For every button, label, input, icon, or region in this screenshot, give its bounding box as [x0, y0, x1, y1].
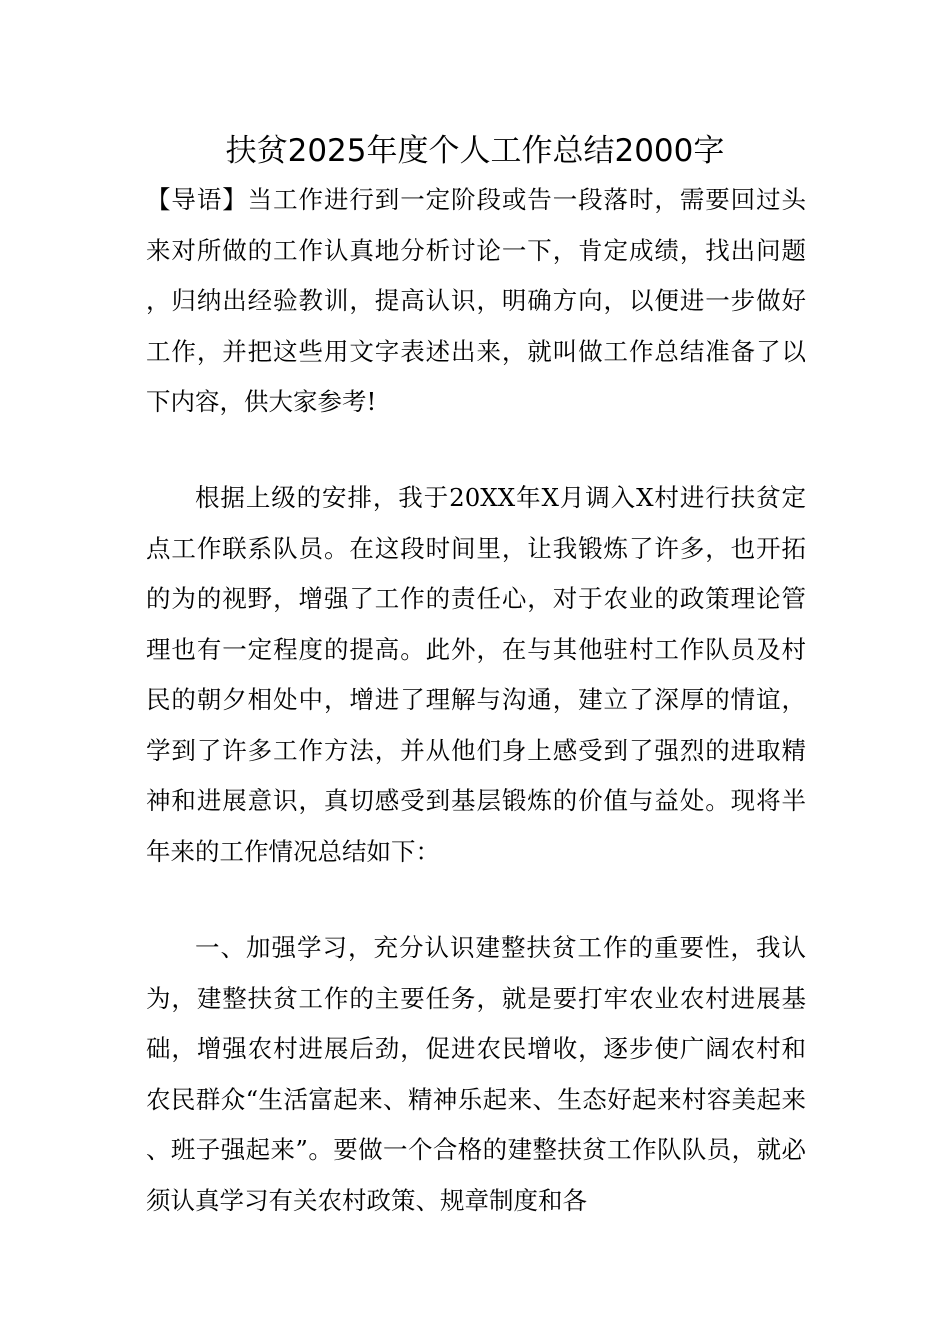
intro-paragraph: 【导语】当工作进行到一定阶段或告一段落时，需要回过头来对所做的工作认真地分析讨论一下，肯定成绩，找出问题，归纳出经验教训，提高认识，明确方向，以便进一步做好工作，并把这些用文字表述出来，就叫做工作总结准备了以下内容，供大家参考! — [146, 185, 806, 416]
document-title: 扶贫2025年度个人工作总结2000字 — [225, 133, 725, 169]
body-paragraph-2: 一、加强学习，充分认识建整扶贫工作的重要性，我认为，建整扶贫工作的主要任务，就是要打牢农业农村进展基础，增强农村进展后劲，促进农民增收，逐步使广阔农村和农民群众“生活富起来、精神乐起来、生态好起来村容美起来、班子强起来”。要做一个合格的建整扶贫工作队队员，就必须认真学习有关农村政策、规章制度和各 — [146, 933, 806, 1215]
body-paragraph-1: 根据上级的安排，我于20XX年X月调入X村进行扶贫定点工作联系队员。在这段时间里，让我锻炼了许多，也开拓的为的视野，增强了工作的责任心，对于农业的政策理论管理也有一定程度的提高。此外，在与其他驻村工作队员及村民的朝夕相处中，增进了理解与沟通，建立了深厚的情谊，学到了许多工作方法，并从他们身上感受到了强烈的进取精神和进展意识，真切感受到基层锻炼的价值与益处。现将半年来的工作情况总结如下： — [146, 483, 806, 866]
